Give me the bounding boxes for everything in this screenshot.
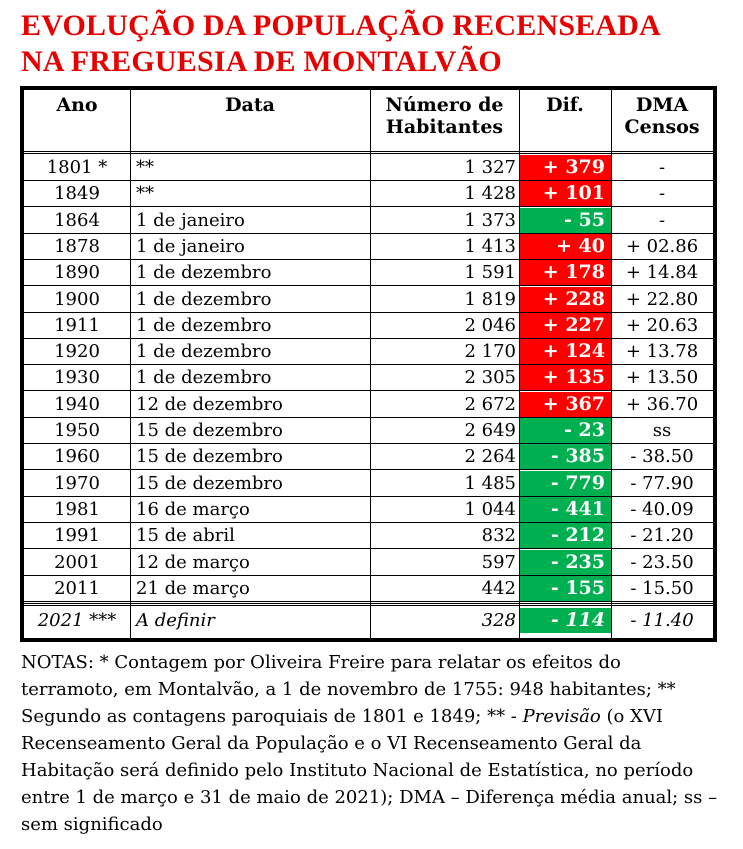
cell-dif: - 114 (519, 608, 611, 633)
cell-data: 1 de janeiro (136, 235, 245, 257)
table-row (24, 260, 713, 286)
cell-ano: 1930 (54, 367, 100, 389)
cell-data: 1 de janeiro (136, 209, 245, 231)
table-row (24, 471, 713, 497)
cell-habitantes: 328 (481, 610, 516, 632)
cell-dif: - 23 (519, 418, 611, 443)
page-title (21, 8, 661, 80)
table-row (24, 287, 713, 313)
cell-dma: + 22.80 (625, 288, 699, 310)
cell-dif: - 779 (519, 471, 611, 496)
cell-ano: 1864 (54, 209, 100, 231)
cell-dif: + 40 (519, 234, 611, 259)
cell-ano: 1950 (54, 420, 100, 441)
cell-dif: + 379 (519, 155, 611, 180)
cell-ano: 1920 (54, 341, 100, 363)
forecast-separator (24, 603, 713, 606)
title-line-1: EVOLUÇÃO DA POPULAÇÃO RECENSEADA (21, 9, 662, 42)
cell-ano: 1911 (54, 314, 100, 336)
cell-data: 16 de março (136, 498, 250, 520)
cell-ano: 1878 (54, 235, 100, 257)
cell-data: 12 de dezembro (136, 393, 283, 415)
cell-ano: 1940 (54, 393, 100, 415)
cell-habitantes: 1 428 (464, 183, 516, 205)
header-dma (611, 90, 713, 151)
notes (21, 649, 721, 838)
cell-habitantes: 2 170 (464, 341, 516, 363)
cell-dma: + 02.86 (625, 235, 699, 257)
cell-dif: - 235 (519, 550, 611, 575)
cell-dif: + 178 (519, 260, 611, 285)
cell-ano: 1849 (54, 183, 100, 205)
cell-dma: - 11.40 (630, 610, 694, 632)
table-header (24, 90, 713, 151)
cell-data: 1 de dezembro (136, 314, 272, 336)
cell-dma: - 40.09 (630, 498, 694, 520)
table-row (24, 234, 713, 260)
table-row (24, 365, 713, 391)
cell-habitantes: 442 (481, 577, 516, 599)
cell-data: ** (136, 183, 154, 205)
cell-dif: + 367 (519, 392, 611, 417)
table-row (24, 444, 713, 470)
title-line-2: NA FREGUESIA DE MONTALVÃO (21, 45, 502, 78)
header-dif: Dif. (546, 94, 584, 116)
column-divider (611, 90, 612, 638)
cell-habitantes: 2 672 (464, 393, 516, 415)
table-row (24, 392, 713, 418)
cell-dif: - 55 (519, 208, 611, 233)
table-row (24, 497, 713, 523)
cell-habitantes: 2 046 (464, 314, 516, 336)
cell-dif: + 101 (519, 181, 611, 206)
header-dma-line-1: DMA (635, 94, 689, 116)
cell-data: 15 de dezembro (136, 472, 283, 494)
cell-dma: ss (652, 420, 672, 441)
cell-dif: + 124 (519, 339, 611, 364)
cell-ano: 2011 (54, 577, 100, 599)
cell-data: A definir (136, 610, 215, 632)
cell-habitantes: 1 819 (464, 288, 516, 310)
table-row (24, 181, 713, 207)
cell-habitantes: 1 327 (464, 157, 516, 178)
cell-habitantes: 1 591 (464, 262, 516, 284)
cell-dma: + 14.84 (625, 262, 699, 284)
cell-dma: + 36.70 (625, 393, 699, 415)
header-data: Data (225, 94, 275, 116)
cell-data: 15 de dezembro (136, 446, 283, 468)
table-row (24, 550, 713, 576)
notes-text: NOTAS: * Contagem por Oliveira Freire para relatar os efeitos do terramoto, em Montalvão, a 1 de novembro de 1755: 948 habitantes; ** Segundo as contagens paroquiais de 1801 e 1849; ** - (21, 652, 676, 727)
cell-habitantes: 1 373 (464, 209, 516, 231)
cell-ano: 1890 (54, 262, 100, 284)
cell-ano: 1981 (54, 498, 100, 520)
header-numero (370, 90, 519, 151)
table-row (24, 339, 713, 365)
cell-dma: - (658, 209, 666, 231)
cell-data: 21 de março (136, 577, 250, 599)
population-table (20, 86, 717, 642)
cell-dif: - 212 (519, 523, 611, 548)
cell-dma: - (658, 157, 666, 178)
cell-dif: - 155 (519, 576, 611, 601)
cell-data: 1 de dezembro (136, 288, 272, 310)
table-row (24, 576, 713, 602)
cell-ano: 1960 (54, 446, 100, 468)
cell-habitantes: 597 (481, 551, 516, 573)
cell-dma: + 13.50 (625, 367, 699, 389)
cell-data: 1 de dezembro (136, 262, 272, 284)
cell-data: ** (136, 157, 154, 178)
cell-dif: - 441 (519, 497, 611, 522)
cell-data: 12 de março (136, 551, 250, 573)
header-dma-line-2: Censos (624, 116, 700, 138)
cell-dma: - 23.50 (630, 551, 694, 573)
table-row (24, 313, 713, 339)
cell-data: 15 de abril (136, 525, 235, 547)
header-separator (24, 151, 713, 154)
cell-dma: - 21.20 (630, 525, 694, 547)
cell-dif: - 385 (519, 444, 611, 469)
cell-dma: - 38.50 (630, 446, 694, 468)
cell-ano: 1900 (54, 288, 100, 310)
header-numero-line-1: Número de (385, 94, 504, 116)
cell-ano: 1801 * (46, 157, 108, 178)
cell-dif: + 135 (519, 365, 611, 390)
cell-habitantes: 832 (481, 525, 516, 547)
cell-dif: + 227 (519, 313, 611, 338)
cell-ano: 1970 (54, 472, 100, 494)
cell-data: 1 de dezembro (136, 367, 272, 389)
table-row (24, 208, 713, 234)
header-numero-line-2: Habitantes (385, 116, 504, 138)
cell-dif: + 228 (519, 287, 611, 312)
cell-data: 1 de dezembro (136, 341, 272, 363)
table-row-forecast (24, 608, 713, 634)
column-divider (519, 90, 520, 638)
table-row (24, 155, 713, 181)
cell-habitantes: 2 305 (464, 367, 516, 389)
header-ano: Ano (56, 94, 98, 116)
table-row (24, 418, 713, 444)
column-divider (370, 90, 371, 638)
cell-habitantes: 1 485 (464, 472, 516, 494)
cell-dma: + 20.63 (625, 314, 699, 336)
cell-ano: 1991 (54, 525, 100, 547)
cell-habitantes: 2 264 (464, 446, 516, 468)
cell-dma: + 13.78 (625, 341, 699, 363)
cell-habitantes: 1 413 (464, 235, 516, 257)
notes-text-continued: (o XVI Recenseamento Geral da População e o VI Recenseamento Geral da Habitação será definido pelo Instituto Nacional de Estatística, no período entre 1 de março e 31 de maio de 2021); DMA – Diferença média anual; ss – sem significado (21, 706, 718, 835)
cell-data: 15 de dezembro (136, 420, 283, 441)
cell-habitantes: 1 044 (464, 498, 516, 520)
cell-ano: 2021 *** (37, 610, 117, 632)
notes-italic-text: Previsão (522, 706, 601, 727)
cell-ano: 2001 (54, 551, 100, 573)
cell-dma: - (658, 183, 666, 205)
table-row (24, 523, 713, 549)
cell-dma: - 15.50 (630, 577, 694, 599)
cell-habitantes: 2 649 (464, 420, 516, 441)
cell-dma: - 77.90 (630, 472, 694, 494)
column-divider (130, 90, 131, 638)
